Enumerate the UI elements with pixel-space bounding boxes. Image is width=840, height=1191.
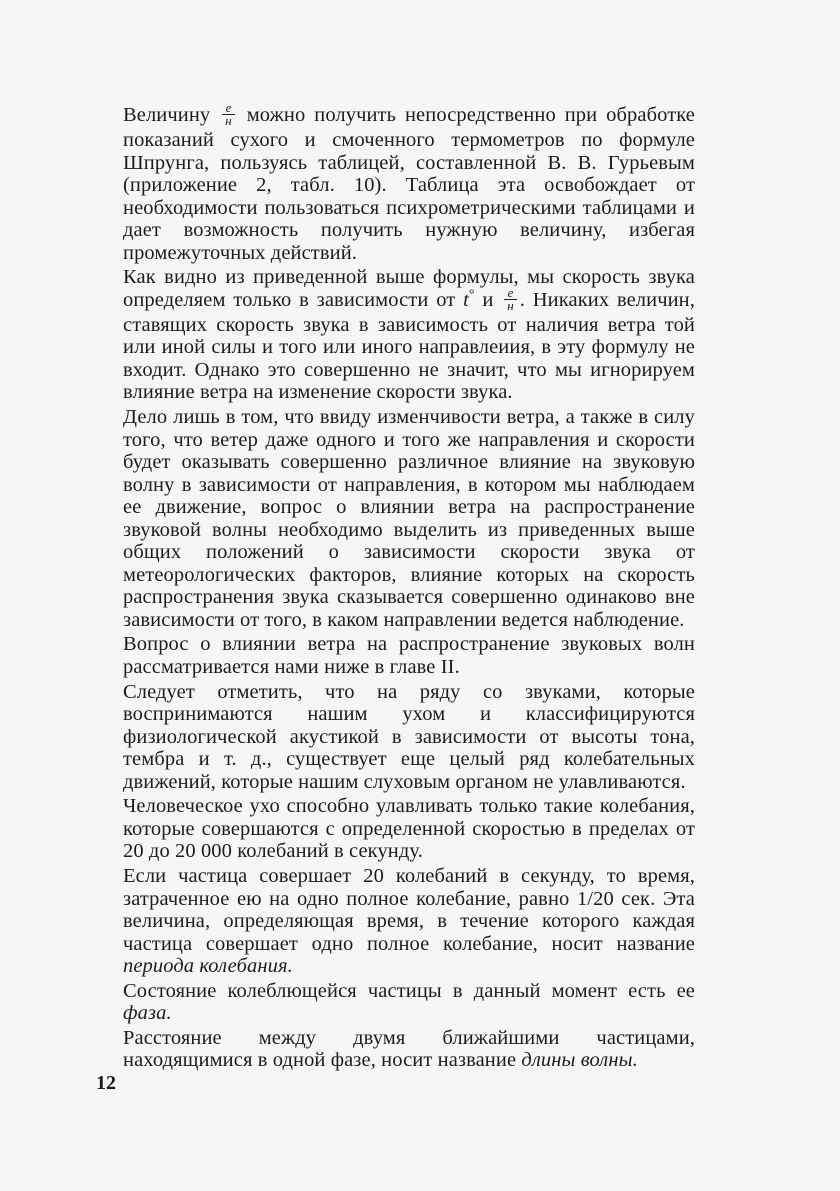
paragraph-4: [123, 633, 695, 678]
paragraph-1: [123, 100, 695, 264]
fraction-denominator: н: [507, 297, 514, 313]
page-number: 12: [96, 1072, 116, 1094]
paragraph-7-start: Если частица совершает 20 колебаний в секунду, то время, затраченное ею на одно полное колебание, равно: [123, 864, 695, 910]
paragraph-2-rest: . Никаких величин, ставящих скорость звука в зависимость от наличия ветра той или иной силы и того или иного направлеиия, в эту формулу не входит. Однако это совершенно не значит, что мы игнорируем влияние ветра на изменение скорости звука.: [123, 289, 695, 404]
fraction-e-over-n: [222, 102, 235, 127]
paragraph-7: [123, 865, 695, 978]
paragraph-9: [123, 1027, 695, 1072]
paragraph-8: [123, 980, 695, 1025]
paragraph-6-text: Человеческое ухо способно улавливать только такие колебания, которые совершаются с определенной скоростью в пределах от 20 до 20 000 колебаний в секунду.: [123, 795, 695, 863]
paragraph-5-text: Следует отметить, что на ряду со звуками, которые воспринимаются нашим ухом и классифицируются физиологической акустикой в зависимости от высоты тона, тембра и т. д., существует еще целый ряд колебательных движений, которые нашим слуховым органом не улавливаются.: [123, 680, 695, 793]
fraction-numerator: e: [222, 102, 235, 115]
fraction-one-twentieth: 1/20: [576, 887, 614, 910]
paragraph-3-text: Дело лишь в том, что ввиду изменчивости ветра, а также в силу того, что ветер даже одного и того же направления и скорости будет оказывать совершенно различное влияние на звуковую волну в зависимости от направления, в котором мы наблюдаем ее движение, вопрос о влиянии ветра на распространение звуковой волны необходимо выделить из приведенных выше общих положений о зависимости скорости звука от метеорологических факторов, влияние которых на скорость распространения звука сказывается совершенно одинаково вне зависимости от того, в каком направлении ведется наблюдение.: [123, 406, 695, 631]
paragraph-4-text: Вопрос о влиянии ветра на распространение звуковых волн рассматривается нами ниже в главе II.: [123, 633, 695, 679]
paragraph-9-start: Расстояние между двумя ближайшими частицами, находящимися в одной фазе, носит название: [123, 1026, 695, 1072]
fraction-numerator: e: [504, 287, 517, 300]
term-period: периода колебания.: [123, 955, 293, 978]
paragraph-1-rest: можно получить непосредственно при обработке показаний сухого и смоченного термометров по формуле Шпрунга, пользуясь таблицей, составленной В. В. Гурьевым (приложение 2, табл. 10). Таблица эта освобождает от необходимости пользоваться психрометрическими таблицами и дает возможность получить нужную величину, избегая промежуточных действий.: [123, 104, 695, 264]
fraction-denominator: н: [225, 113, 232, 128]
paragraph-5: [123, 681, 695, 794]
degree-symbol: °: [468, 287, 475, 303]
paragraph-8-start: Состояние колеблющейся частицы в данный момент есть ее: [123, 979, 695, 1002]
body-text: [123, 100, 696, 1072]
paragraph-3: [123, 406, 695, 631]
paragraph-7-middle: сек. Эта величина, определяющая время, в течение которого каждая частица совершает одно полное колебание, носит название: [123, 887, 696, 955]
paragraph-2-start: Как видно из приведенной выше формулы, мы скорость звука определяем только в зависимости от: [123, 266, 695, 312]
paragraph-6: [123, 795, 695, 863]
term-wavelength: длины волны.: [521, 1049, 638, 1072]
temperature-symbol: t: [463, 289, 469, 312]
paragraph-1-start: Величину: [123, 104, 211, 127]
conjunction: и: [482, 289, 494, 312]
term-phase: фаза.: [123, 1002, 172, 1025]
fraction-e-over-n-2: [504, 284, 517, 313]
paragraph-2: [123, 266, 695, 404]
